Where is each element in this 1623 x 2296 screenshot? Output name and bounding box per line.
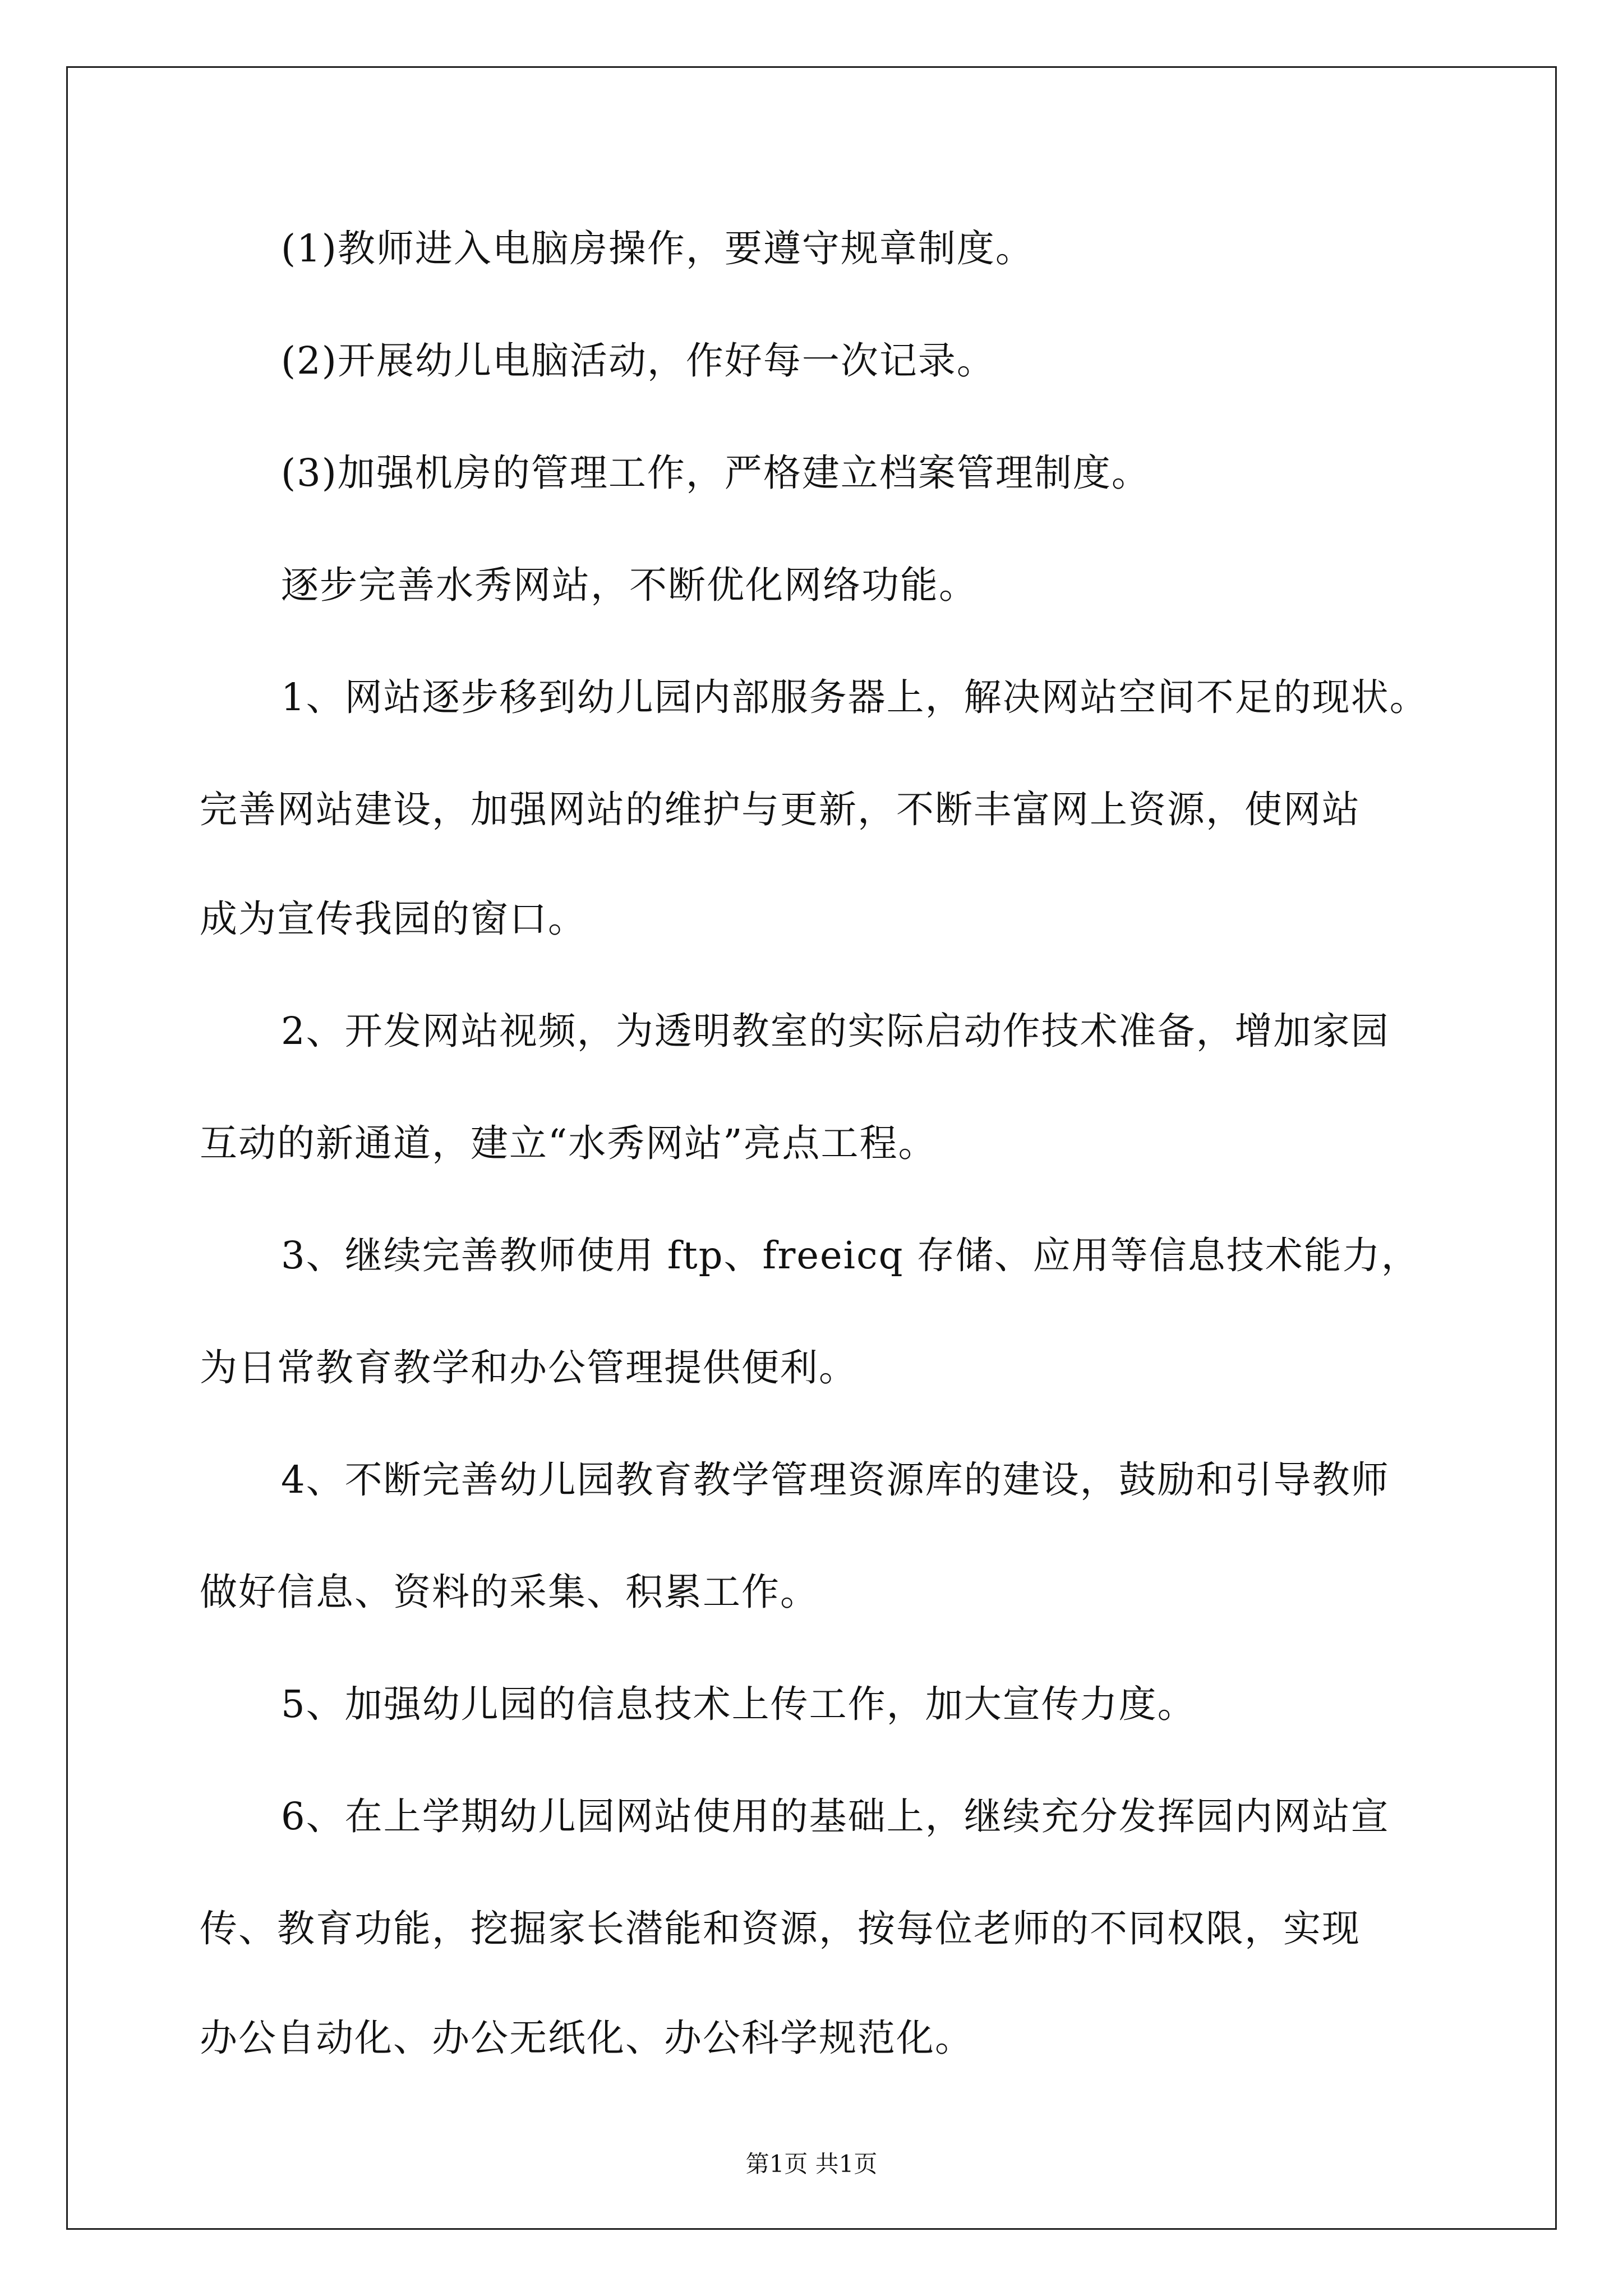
paragraph-line: (2)开展幼儿电脑活动，作好每一次记录。 [281, 339, 995, 383]
paragraph-line: 5、加强幼儿园的信息技术上传工作，加大宣传力度。 [281, 1682, 1196, 1726]
paragraph-line: 传、教育功能，挖掘家长潜能和资源，按每位老师的不同权限，实现 [200, 1907, 1361, 1950]
paragraph-line: (3)加强机房的管理工作，严格建立档案管理制度。 [281, 451, 1150, 495]
paragraph-line: 为日常教育教学和办公管理提供便利。 [200, 1346, 857, 1389]
paragraph-line: 1、网站逐步移到幼儿园内部服务器上，解决网站空间不足的现状。 [281, 675, 1428, 719]
paragraph-line: 逐步完善水秀网站，不断优化网络功能。 [281, 563, 978, 607]
paragraph-line: 完善网站建设，加强网站的维护与更新，不断丰富网上资源，使网站 [200, 788, 1361, 831]
paragraph-line: 4、不断完善幼儿园教育教学管理资源库的建设，鼓励和引导教师 [281, 1458, 1390, 1502]
paragraph-line: 办公自动化、办公无纸化、办公科学规范化。 [200, 2016, 974, 2060]
paragraph-line: 6、在上学期幼儿园网站使用的基础上，继续充分发挥园内网站宣 [281, 1795, 1390, 1838]
paragraph-line: 3、继续完善教师使用 ftp、freeicq 存储、应用等信息技术能力， [281, 1234, 1420, 1277]
paragraph-line: 2、开发网站视频，为透明教室的实际启动作技术准备，增加家园 [281, 1009, 1390, 1053]
paragraph-line: 成为宣传我园的窗口。 [200, 897, 587, 941]
page-footer: 第1页 共1页 [745, 2150, 878, 2178]
paragraph-line: (1)教师进入电脑房操作，要遵守规章制度。 [281, 227, 1034, 270]
paragraph-line: 做好信息、资料的采集、积累工作。 [200, 1570, 819, 1614]
paragraph-line: 互动的新通道，建立“水秀网站”亮点工程。 [200, 1121, 937, 1165]
